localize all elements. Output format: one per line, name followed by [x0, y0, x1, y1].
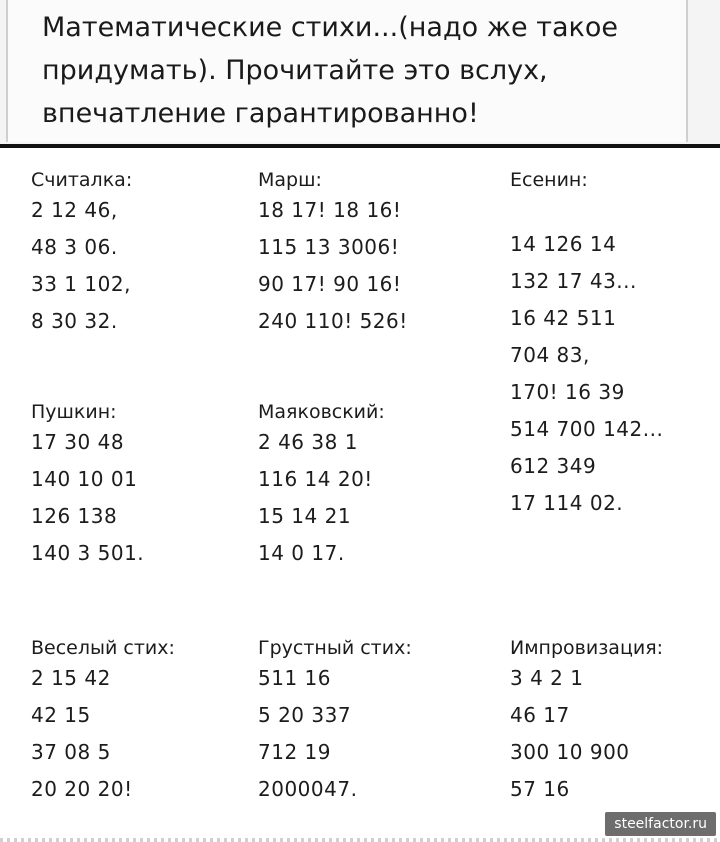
poem-line: 18 17! 18 16!: [258, 198, 402, 222]
header-box: [6, 0, 688, 142]
poem-line: 132 17 43...: [510, 269, 637, 293]
poem-title: Импровизация:: [510, 637, 664, 659]
poem-line: 140 10 01: [31, 467, 138, 491]
poem-line: 57 16: [510, 777, 570, 801]
poem-line: 712 19: [258, 740, 331, 764]
poem-title: Веселый стих:: [31, 637, 175, 659]
poem-line: 300 10 900: [510, 740, 630, 764]
poem-mayakovsky: [258, 400, 385, 572]
poem-line: 37 08 5: [31, 740, 111, 764]
poem-line: 17 30 48: [31, 430, 125, 454]
poem-line: 46 17: [510, 703, 570, 727]
poem-line: 140 3 501.: [31, 541, 145, 565]
bottom-dotted-border: [0, 838, 720, 842]
poem-line: 2000047.: [258, 777, 358, 801]
poem-title: Пушкин:: [31, 401, 117, 423]
poem-line: 240 110! 526!: [258, 309, 408, 333]
poem-line: 33 1 102,: [31, 272, 131, 296]
header-text: Математические стихи...(надо же такое придумать). Прочитайте это вслух, впечатление гарантированно!: [42, 12, 618, 129]
poem-line: 612 349: [510, 454, 597, 478]
poem-line: 3 4 2 1: [510, 666, 584, 690]
poem-line: 90 17! 90 16!: [258, 272, 402, 296]
poem-improvizatsiya: [510, 636, 663, 808]
poem-line: 42 15: [31, 703, 91, 727]
poem-grustnyy: [258, 636, 412, 808]
poem-title: Есенин:: [510, 169, 588, 191]
poem-line: 15 14 21: [258, 504, 352, 528]
poem-line: 17 114 02.: [510, 491, 624, 515]
poem-line: 2 12 46,: [31, 198, 118, 222]
poem-line: 116 14 20!: [258, 467, 373, 491]
poem-line: 514 700 142...: [510, 417, 664, 441]
poem-line: 16 42 511: [510, 306, 617, 330]
poem-line: 126 138: [31, 504, 118, 528]
poem-line: 2 15 42: [31, 666, 111, 690]
poem-line: 20 20 20!: [31, 777, 133, 801]
poem-esenin: [510, 168, 663, 522]
poem-schitalka: [31, 168, 132, 340]
poem-line: 14 0 17.: [258, 541, 345, 565]
poem-line: 170! 16 39: [510, 380, 625, 404]
poem-marsh: [258, 168, 408, 340]
poem-line: 8 30 32.: [31, 309, 118, 333]
poem-pushkin: [31, 400, 144, 572]
poem-line: 14 126 14: [510, 232, 617, 256]
watermark-badge: steelfactor.ru: [605, 812, 716, 836]
poem-line: 48 3 06.: [31, 235, 118, 259]
poem-line: 704 83,: [510, 343, 590, 367]
header-banner: [0, 0, 720, 148]
poem-title: Считалка:: [31, 169, 133, 191]
poem-title: Марш:: [258, 169, 322, 191]
poem-line: 5 20 337: [258, 703, 352, 727]
poem-line: 2 46 38 1: [258, 430, 358, 454]
poem-line: 115 13 3006!: [258, 235, 400, 259]
poem-line: 511 16: [258, 666, 331, 690]
poem-veselyy: [31, 636, 175, 808]
poem-title: Маяковский:: [258, 401, 385, 423]
poem-title: Грустный стих:: [258, 637, 412, 659]
